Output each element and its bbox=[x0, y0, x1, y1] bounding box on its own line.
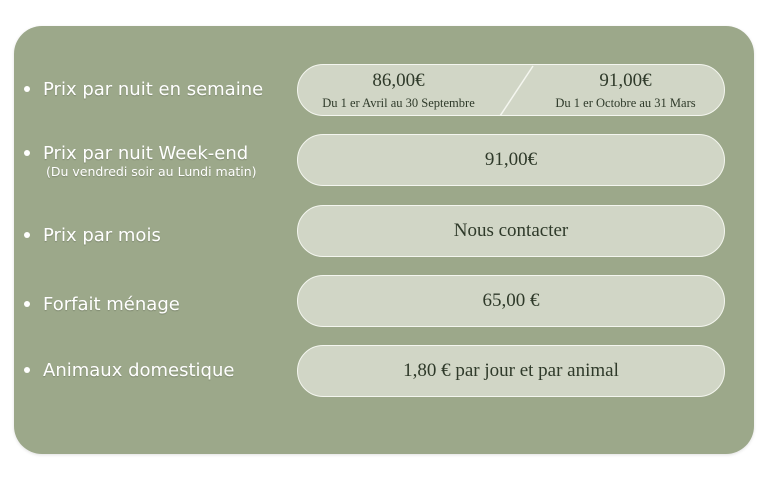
summer-price: 86,00€ bbox=[372, 69, 425, 91]
weekday-price-summer bbox=[298, 65, 511, 115]
monthly-label-text: Prix par mois bbox=[43, 225, 161, 246]
bullet-icon bbox=[24, 86, 30, 92]
winter-price: 91,00€ bbox=[599, 69, 652, 91]
bullet-icon bbox=[24, 232, 30, 238]
bullet-icon bbox=[24, 367, 30, 373]
monthly-label bbox=[24, 225, 161, 247]
summer-period: Du 1 er Avril au 30 Septembre bbox=[322, 95, 475, 110]
monthly-price-value: Nous contacter bbox=[453, 220, 569, 241]
split-divider bbox=[496, 65, 540, 116]
cleaning-label bbox=[24, 294, 180, 316]
pets-price-value: 1,80 € par jour et par animal bbox=[403, 360, 619, 381]
weekend-sublabel: (Du vendredi soir au Lundi matin) bbox=[46, 164, 257, 179]
pricing-card bbox=[14, 26, 754, 454]
weekend-label bbox=[24, 143, 257, 179]
weekend-label-text: Prix par nuit Week-end bbox=[43, 143, 249, 164]
monthly-price-pill bbox=[297, 205, 725, 257]
pets-label bbox=[24, 360, 234, 382]
pets-label-text: Animaux domestique bbox=[43, 360, 235, 381]
winter-period: Du 1 er Octobre au 31 Mars bbox=[555, 95, 696, 110]
weekday-label-text: Prix par nuit en semaine bbox=[43, 79, 264, 100]
cleaning-price-pill bbox=[297, 275, 725, 327]
cleaning-price-value: 65,00 € bbox=[482, 290, 540, 311]
weekday-label bbox=[24, 79, 263, 101]
cleaning-label-text: Forfait ménage bbox=[43, 294, 180, 315]
weekend-price-pill bbox=[297, 134, 725, 186]
bullet-icon bbox=[24, 301, 30, 307]
pets-price-pill bbox=[297, 345, 725, 397]
bullet-icon bbox=[24, 150, 30, 156]
weekday-price-pill bbox=[297, 64, 725, 116]
weekday-price-winter bbox=[511, 65, 724, 115]
weekend-price-value: 91,00€ bbox=[484, 149, 538, 170]
